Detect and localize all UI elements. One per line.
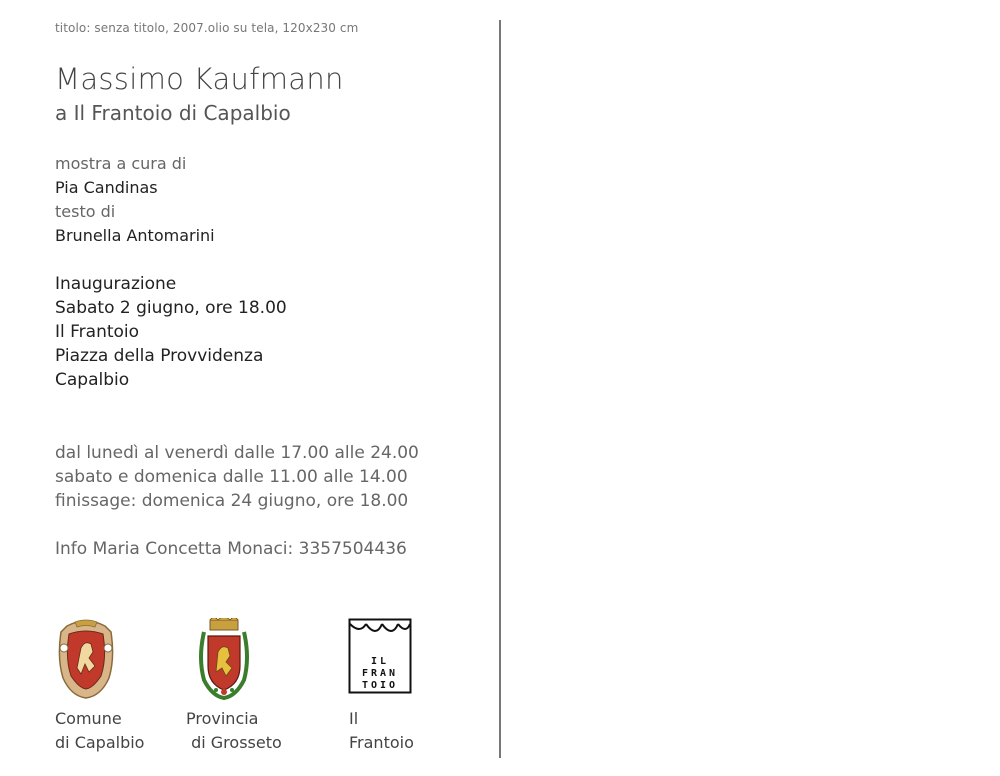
frantoio-mark-line3: TOIO	[361, 680, 399, 691]
hours-weekend: sabato e domenica dalle 11.00 alle 14.00	[55, 467, 408, 487]
grosseto-label-line1: Provincia	[186, 709, 259, 728]
curator-label: mostra a cura di	[55, 154, 187, 173]
page-title: Massimo Kaufmann	[55, 62, 344, 96]
opening-town: Capalbio	[55, 370, 130, 390]
info-contact: Info Maria Concetta Monaci: 3357504436	[55, 539, 407, 559]
grosseto-label-line2: di Grosseto	[186, 733, 282, 752]
capalbio-crest-icon	[55, 618, 117, 704]
frantoio-label-line2: Frantoio	[349, 733, 414, 752]
frantoio-mark-line2: FRAN	[361, 668, 399, 679]
text-author: Brunella Antomarini	[55, 226, 215, 245]
opening-address: Piazza della Provvidenza	[55, 346, 264, 366]
grosseto-label	[186, 707, 282, 755]
opening-heading: Inaugurazione	[55, 274, 177, 294]
text-label: testo di	[55, 202, 116, 221]
grosseto-crest-icon	[194, 618, 254, 704]
curator-name: Pia Candinas	[55, 178, 158, 197]
opening-venue: Il Frantoio	[55, 322, 140, 342]
frantoio-logo-icon	[348, 618, 412, 698]
hours-weekdays: dal lunedì al venerdì dalle 17.00 alle 24.00	[55, 443, 419, 463]
opening-date: Sabato 2 giugno, ore 18.00	[55, 298, 287, 318]
page-subtitle: a Il Frantoio di Capalbio	[55, 101, 291, 125]
frantoio-label	[349, 707, 414, 755]
capalbio-label	[55, 707, 144, 755]
vertical-divider	[499, 20, 501, 758]
capalbio-label-line1: Comune	[55, 709, 122, 728]
capalbio-label-line2: di Capalbio	[55, 733, 145, 752]
frantoio-label-line1: Il	[349, 709, 359, 728]
finissage: finissage: domenica 24 giugno, ore 18.00	[55, 491, 409, 511]
artwork-caption: titolo: senza titolo, 2007.olio su tela, 120x230 cm	[55, 21, 359, 35]
frantoio-mark-line1: IL	[370, 656, 390, 667]
